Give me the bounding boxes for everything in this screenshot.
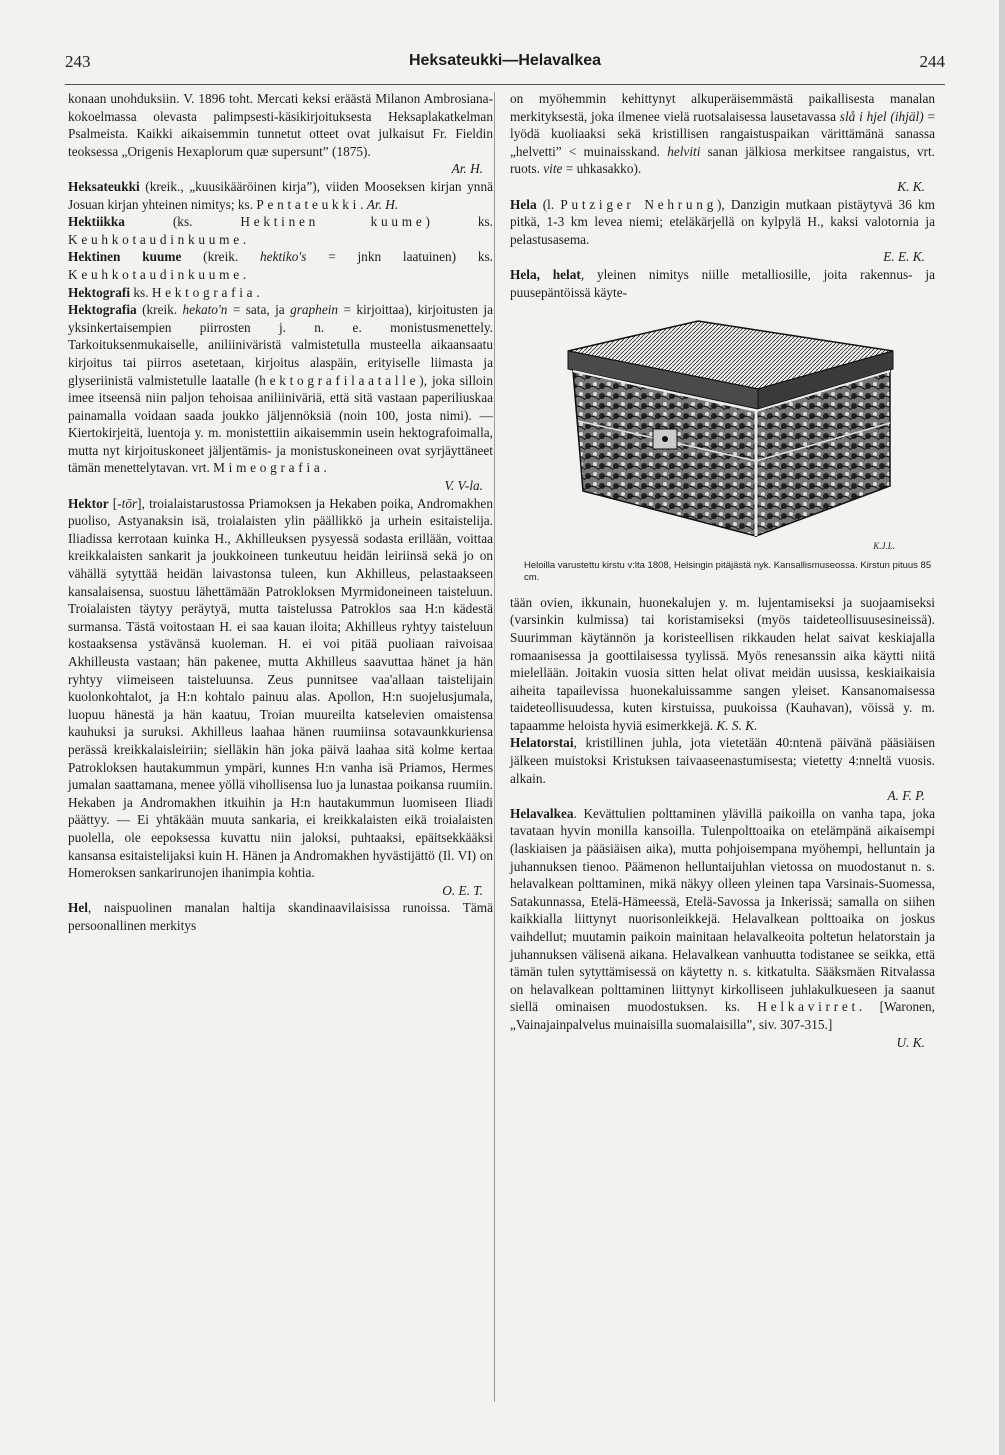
headword: Helatorstai (510, 735, 574, 751)
headword: Hektinen kuume (68, 249, 182, 265)
author-signature: U. K. (896, 1034, 925, 1050)
headword: Helavalkea (510, 805, 574, 821)
author-signature: O. E. T. (442, 882, 483, 898)
author-signature: A. F. P. (887, 788, 925, 804)
running-title: Heksateukki—Helavalkea (408, 52, 602, 69)
entry-hela-helat-continued: tään ovien, ikkunain, huonekalujen y. m. lujentamiseksi ja suojaamiseksi (varsinkin kulmissa) tai koristamiseksi (myös taideteollisuusesineissä). Suurimman käytännön ja koristeellisen rikkauden helat saivat keskiajalla romaanisessa ja goottilaisessa tyylissä. Myös renesanssin aika käytti niitä mielellään. Joitakin vuosia sitten helat olivat meidän uusissa, keskiaikaisia aiheita tapailevissa huonekaluissamme sangen yleiset. Kansanomaisessa taideteollisuudessa, kuten kirstuissa, puukoissa (Kauhavan), vöissä y. m. tapaamme heloista hyviä esimerkkejä. K. S. K. (510, 594, 935, 733)
headword: Hektiikka (68, 214, 125, 230)
figure-caption: Heloilla varustettu kirstu v:lta 1808, Helsingin pitäjästä nyk. Kansallismuseossa. Kirstun pituus 85 cm. (524, 559, 932, 583)
cross-reference: hektografilaatalle (259, 372, 420, 388)
entry-hel-continued: on myöhemmin kehittynyt alkuperäisemmästä paikallisesta manalan merkityksestä, joka ilmenee vielä ruotsalaisessa lausetavassa slå i hjel (ihjäl) = lyödä kuoliaaksi sekä kristillisen rangaistuspaikan värittämänä sanassa „helvetti” < muinaisskand. helviti sanan jälkiosa merkitsee rangaistus, vrt. ruots. vite = uhkasakko). K. K. (510, 91, 935, 194)
entry-text: konaan unohduksiin. V. 1896 toht. Mercati keksi eräästä Milanon Ambrosiana-kokoelmassa olevasta palimpsesti-käsikirjoituksesta Heksaplakatkelman Psalmeista. Kaikki aikaisemmin tunnetut otteet ovat julkaisut Fr. Fieldin teoksessa „Origenis Hexaplorum quæ supersunt” (1875). (68, 91, 493, 159)
cross-reference: Pentateukki (256, 196, 361, 212)
entry-hel: Hel, naispuolinen manalan haltija skandinaavilaisissa runoissa. Tämä persoonallinen merkitys (68, 900, 493, 933)
page-number-left: 243 (65, 52, 91, 71)
entry-hektinen-kuume: Hektinen kuume (kreik. hektiko's = jnkn laatuinen) ks. Keuhkotaudinkuume. (68, 249, 493, 282)
author-signature: V. V-la. (444, 478, 483, 494)
author-signature: Ar. H. (366, 196, 399, 212)
cross-reference: Keuhkotaudinkuume (68, 231, 243, 247)
headword: Heksateukki (68, 178, 140, 194)
entry-hektor: Hektor [-tōr], troialaistarustossa Priamoksen ja Hekaben poika, Andromakhen puoliso, Astyanaksin isä, troialaisten ylin päällikkö ja urhein esitaistelija. Iliadissa kerrotaan kuinka H., Akhilleuksen pysyessä sodasta erillään, voittaa kreikkalaisten sankarit ja joukkoineen tunkeutuu heidän leiriinsä sekä jo on vähällä sytyttää heidän laivastonsa tuleen, kun Akhilleus, pelastaakseen kansalaisensa, suostuu lähettämään Patrokloksen Myrmidoneineen taisteluun. Troialaisten täytyy peräytyä, mutta taistelussa Patroklos saa H:n kädestä surmansa. Tästä voitostaan H. ei saa kauan iloita; Akhilleus ryhtyy taisteluun kostaaksensa ystävänsä kuoleman. H. ei voi pitää puoliaan raivoisaa Akhilleusta vastaan; hän pakenee, mutta Akhilleus saavuttaa hänet ja hän ryhtyy viimeiseen taisteluunsa. Zeus punnitsee vaa'allaan taistelijain kuolonkohtalot, ja H:n kohtalo painuu alas. Apollon, H:n suojelusjumala, luopuu hänestä ja hän kaatuu, Troian muureilta katselevien omaistensa kauhuksi ja suruksi. Akhilleus laahaa hänen ruumiinsa sotavaunkkuriensa perässä kreikkalaisleiriin; sielläkin hän joka päivä laahaa sitä kolme kertaa Patrokloksen hautakummun ympäri, kunnes H:n vanha isä Priamos, Hermes jumalan saattamana, menee yöllä vihollisensa luo ja lunastaa poikansa ruumiin. Hekaben ja Andromakhen itkuihin ja H:n hautakummun luomiseen Iliadi päättyy. — Ei yhtäkään muuta sankaria, ei kreikkalaisten eikä troialaisten puolella, ole eepoksessa kuvattu niin jaloksi, puhtaaksi, epäitsekkääksi kansansa esitaistelijaksi kuin H. Hänen ja Andromakhen hyvästijättö (Il. VI) on Homeroksen sankarirunojen ihanimpia kohtia. O. E. T. (68, 495, 493, 898)
headword: Hela, helat (510, 266, 581, 282)
illustrator-signature: K.J.L. (873, 541, 895, 552)
chest-drawing (528, 311, 918, 556)
author-signature: Ar. H. (451, 161, 483, 177)
cross-reference: Helkavirret (757, 999, 859, 1015)
header-rule (65, 84, 945, 85)
headword: Hela (510, 196, 537, 212)
cross-reference: Hektinen kuume (240, 214, 426, 230)
cross-reference: Putziger Nehrung (560, 196, 717, 212)
entry-heksateukki: Heksateukki (kreik., „kuusikääröinen kirja”), viiden Mooseksen kirjan ynnä Josuan kirjan yhteinen nimitys; ks. Pentateukki. Ar. H. (68, 178, 493, 212)
page-number-right: 244 (919, 52, 945, 71)
cross-reference: Mimeografia (213, 460, 324, 476)
right-column (510, 90, 935, 1051)
scan-edge (999, 0, 1005, 1455)
author-signature: E. E. K. (883, 249, 925, 265)
page-header (65, 52, 945, 78)
headword: Hel (68, 900, 88, 916)
entry-hela-place: Hela (l. Putziger Nehrung), Danzigin mutkaan pistäytyvä 36 km pitkä, 1-3 km levea niemi; eteläkärjellä on kylpylä H., kaksi valotornia ja pelastusasema. E. E. K. (510, 196, 936, 265)
chest-illustration (510, 311, 935, 556)
headword: Hektografi (68, 284, 131, 300)
entry-hektiikka: Hektiikka (ks. Hektinen kuume) ks. Keuhkotaudinkuume. (68, 214, 493, 247)
headword: Hektor (68, 495, 109, 511)
entry-helatorstai: Helatorstai, kristillinen juhla, jota vietetään 40:ntenä päivänä pääsiäisen jälkeen muistoksi Kristuksen taivaaseenastumisesta; vietetty 4:nneltä vuosis. alkain. A. F. P. (510, 735, 935, 804)
headword: Hektografia (68, 302, 137, 318)
cross-reference: Keuhkotaudinkuume (68, 266, 243, 282)
entry-helavalkea: Helavalkea. Kevättulien polttaminen ylävillä paikoilla on vanha tapa, joka tavataan hyvin monilla kansoilla. Tulenpolttoaika on etelämpänä aikaisempi (laskiaisen ja pääsiäisen aika), mutta pohjoisempana myöhempi, helluntain ja juhannuksen tienoo. Päämenon helluntaijuhlan vietossa on muodostanut n. s. helavalkean polttaminen, mikä näkyy olleen yleinen tapa Varsinais-Suomessa, Satakunnassa, Etelä-Hämeessä, Etelä-Savossa ja Inkerissä; samalla on siihen kaikkialla liittynyt nuorisonleikkejä. Helavalkean polttoaika on joskus vaihdellut; muutamin paikoin mainitaan helavalkeoita poltetun helatorstain ja juhannuksen välisenä aikana. Helavalkean vanhuutta todistanee se seikka, että tämän tulen sytyttämisessä on käytetty n. s. kitkatulta. Sääksmäen Ritvalassa on helavalkean polttaminen liittynyt kirkolliseen juhlakulkueseen ja saanut siellä ominaisen muodostuksen. ks. Helkavirret. [Waronen, „Vainajainpalvelus muinaisilla suomalaisilla”, siv. 307-315.] U. K. (510, 805, 935, 1050)
author-signature: K. K. (897, 178, 925, 194)
entry-hela-helat: Hela, helat, yleinen nimitys niille metalliosille, joita rakennus- ja puusepäntöissä käyte- (510, 266, 935, 300)
column-separator (494, 92, 495, 1402)
cross-reference: Hektografia (151, 284, 257, 300)
left-column (68, 90, 493, 935)
entry-heksapla-end (68, 90, 493, 178)
entry-hektografi: Hektografi ks. Hektografia. (68, 284, 260, 300)
entry-hektografia: Hektografia (kreik. hekato'n = sata, ja graphein = kirjoittaa), kirjoitusten ja yksinkertaisempien piirrosten j. n. e. monistusmenettely. Tarkoituksenmukaiselle, aniliiniväristä valmistetulla musteella aikaansaatu kirjoitus tai piirros asetetaan, kirjoitus alaspäin, erityiselle liimasta ja glyseriinistä valmistetulle laatalle (hektografilaatalle), joka silloin imee itseensä niin paljon tehoisaa aniliiniväriä, että sitä vastaan paperiliuskaa painamalla voidaan saada joukko jäljennöksiä (noin 100, josta nimi). — Kiertokirjeitä, luentoja y. m. monistettiin aikaisemmin usein hektografoimalla, mutta nyt kirjoituskoneet jäljentämis- ja monistuskoneineen ovat syrjäyttäneet tämän menettelytavan. vrt. Mimeografia. V. V-la. (68, 302, 494, 494)
author-signature: K. S. K. (716, 717, 758, 733)
